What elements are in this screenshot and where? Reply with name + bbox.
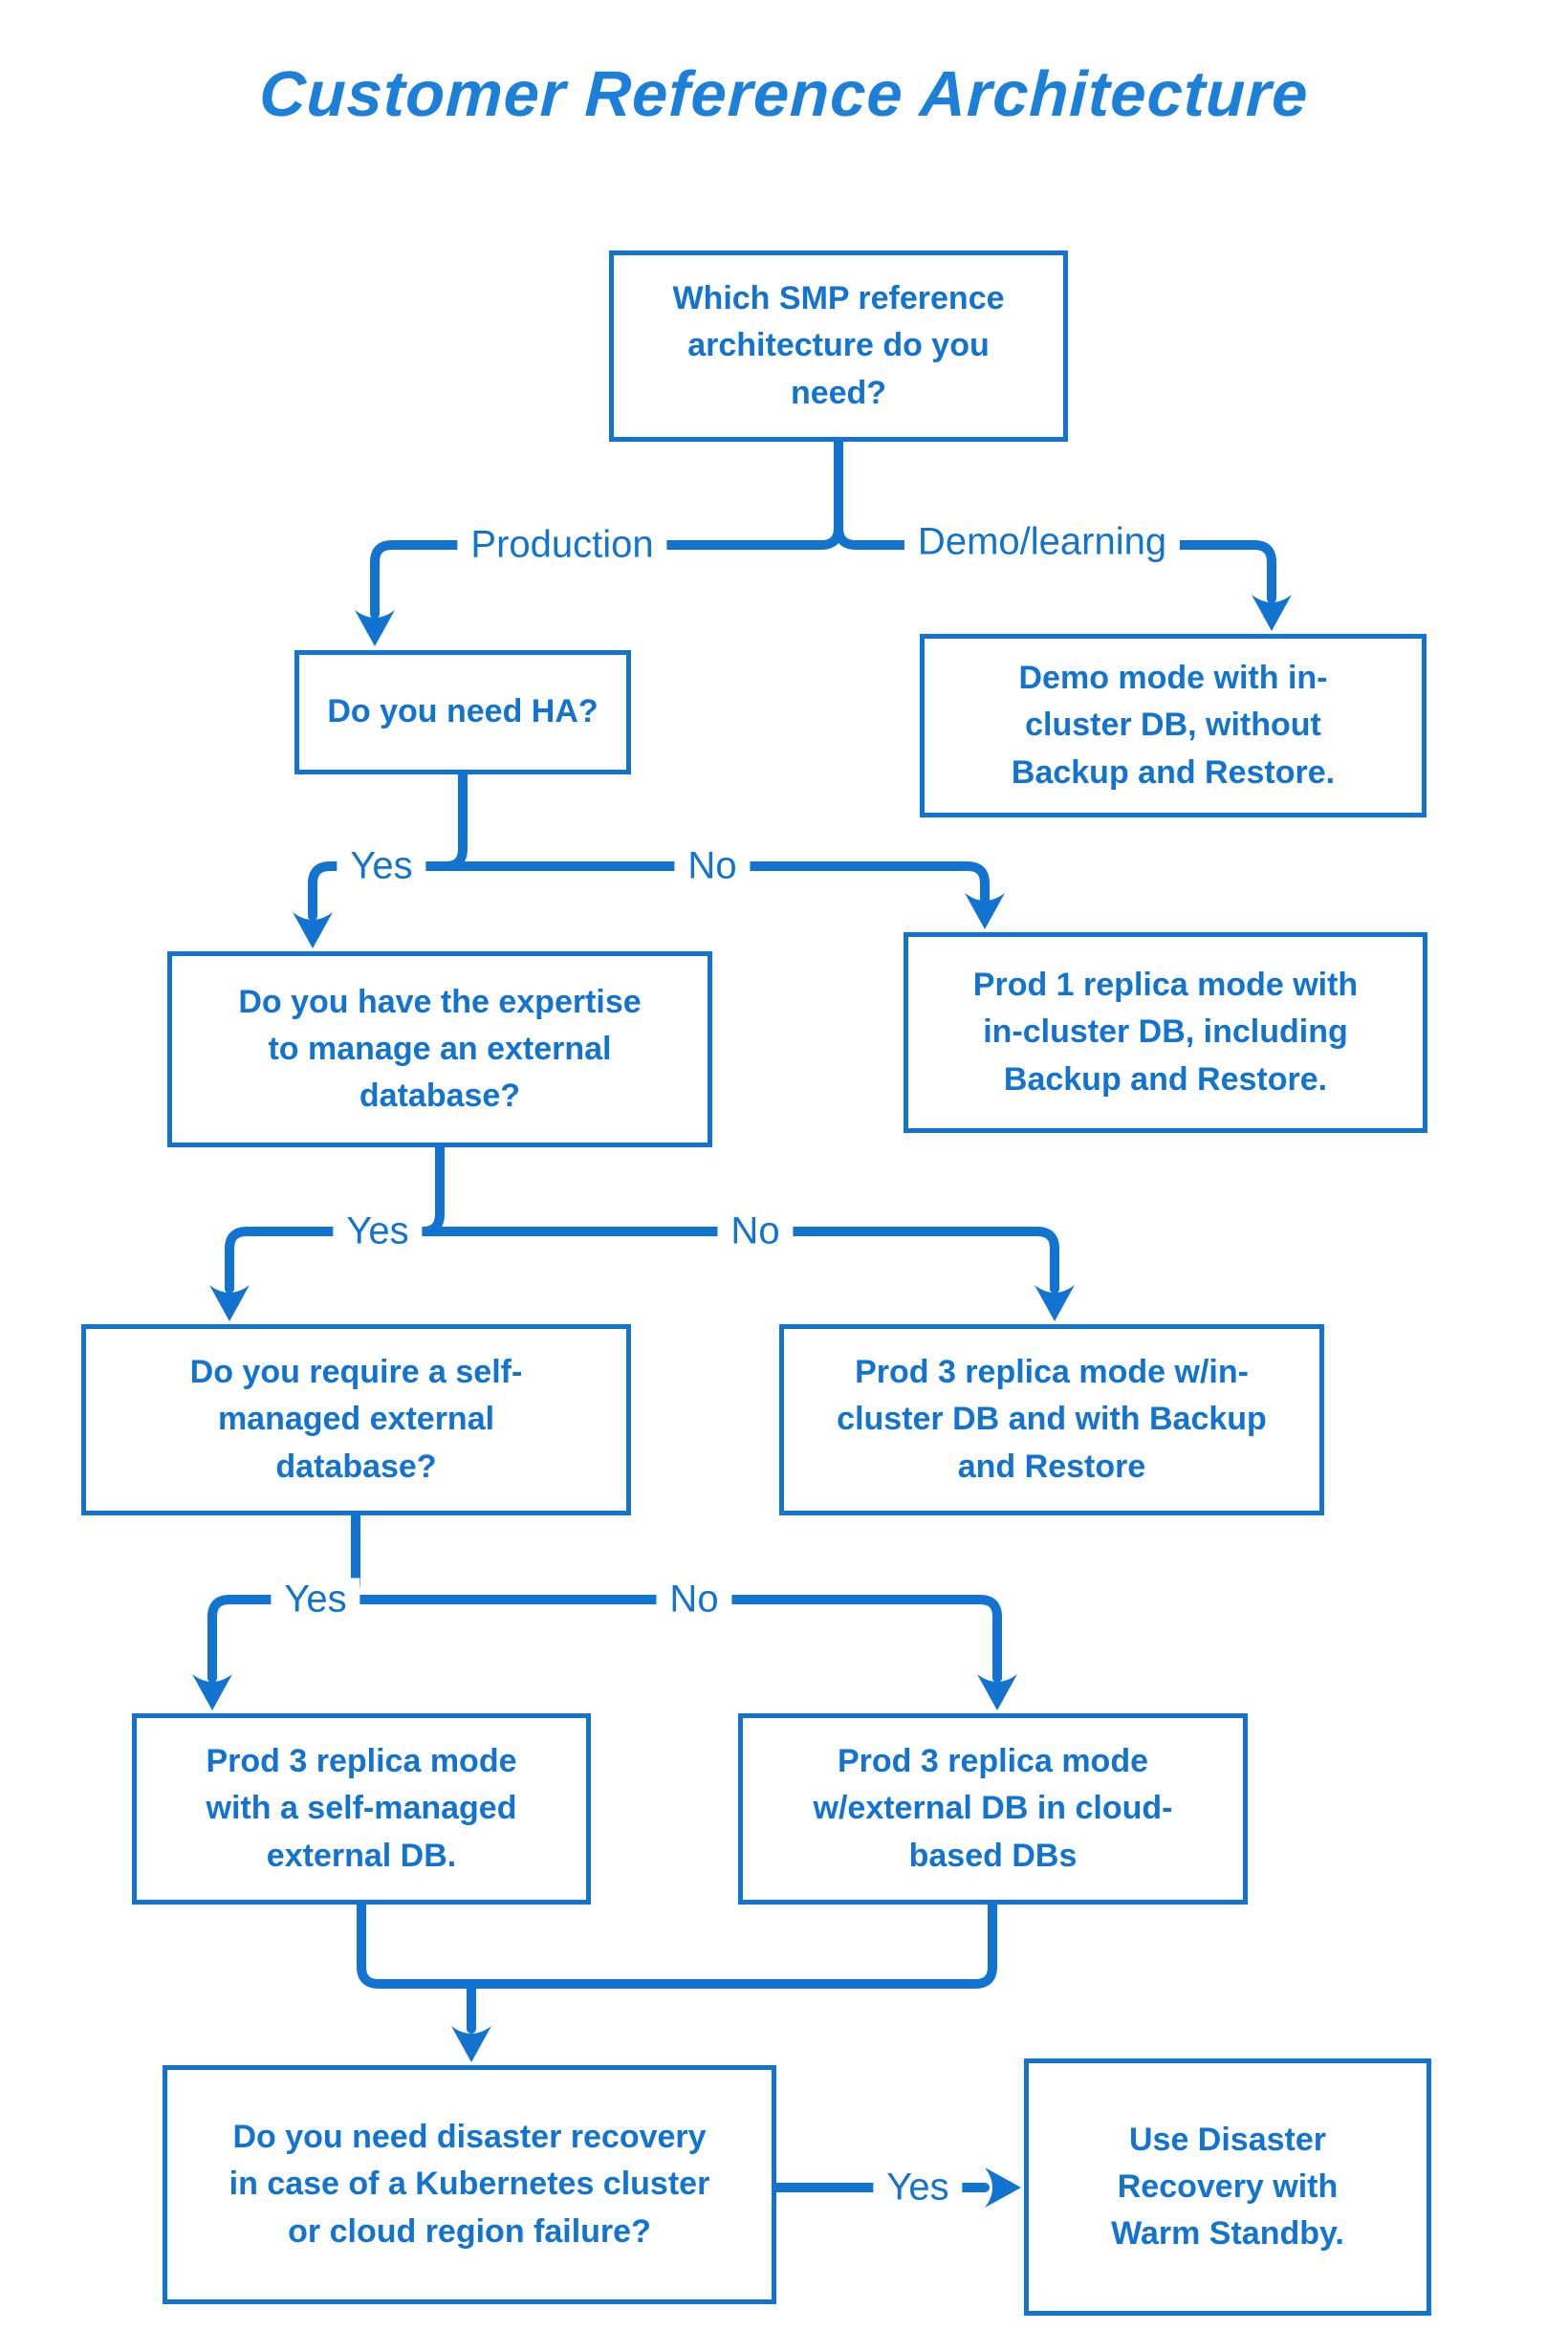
edge-label-dr-yes: Yes [873,2167,962,2210]
node-prod1-incluster-label: Prod 1 replica mode with in-cluster DB, including Backup and Restore. [972,967,1359,1098]
edge-ha-stub [446,774,463,866]
node-demo-mode-result [920,634,1426,817]
node-self-managed-label: Do you require a self-managed external database? [189,1354,523,1485]
node-disaster-recovery-question [163,2065,776,2304]
node-disaster-recovery-label: Do you need disaster recovery in case of a Kubernetes cluster or cloud region failure? [229,2119,710,2250]
edge-label-expertise-yes: Yes [333,1210,422,1253]
edge-label-demo-learning: Demo/learning [904,521,1180,564]
edge-label-self-yes: Yes [271,1579,359,1622]
edge-expertise-stub [423,1147,440,1231]
node-prod3-incluster-result [779,1324,1324,1515]
node-expertise-question [167,951,712,1147]
node-expertise-label: Do you have the expertise to manage an external database? [238,983,642,1115]
diagram-title: Customer Reference Architecture [258,58,1310,130]
node-need-ha-label: Do you need HA? [327,693,599,730]
node-prod1-incluster-result [904,932,1427,1133]
node-warm-standby-result [1024,2058,1431,2316]
node-demo-mode-label: Demo mode with in-cluster DB, without Backup and Restore. [1011,660,1336,791]
node-root-label: Which SMP reference architecture do you need? [672,280,1005,411]
node-prod3-cloud-result [738,1713,1248,1905]
node-prod3-selfmanaged-result [132,1713,591,1905]
arrow-dr-yes-icon [985,2167,1021,2208]
node-prod3-incluster-label: Prod 3 replica mode w/in-cluster DB and with Backup and Restore [837,1354,1267,1485]
edge-label-ha-yes: Yes [337,845,425,888]
node-need-ha-question [294,650,631,774]
node-self-managed-question [81,1324,631,1515]
edge-label-expertise-no: No [717,1210,793,1253]
node-prod3-selfmanaged-label: Prod 3 replica mode with a self-managed external DB. [206,1743,517,1874]
edge-label-production: Production [457,524,666,567]
node-prod3-cloud-label: Prod 3 replica mode w/external DB in cloud-based DBs [813,1743,1173,1874]
edge-label-self-no: No [656,1579,731,1622]
edge-merge [361,1905,992,1984]
node-root-question [609,250,1068,442]
node-warm-standby-label: Use Disaster Recovery with Warm Standby. [1111,2121,1344,2253]
edge-label-ha-no: No [674,845,750,888]
